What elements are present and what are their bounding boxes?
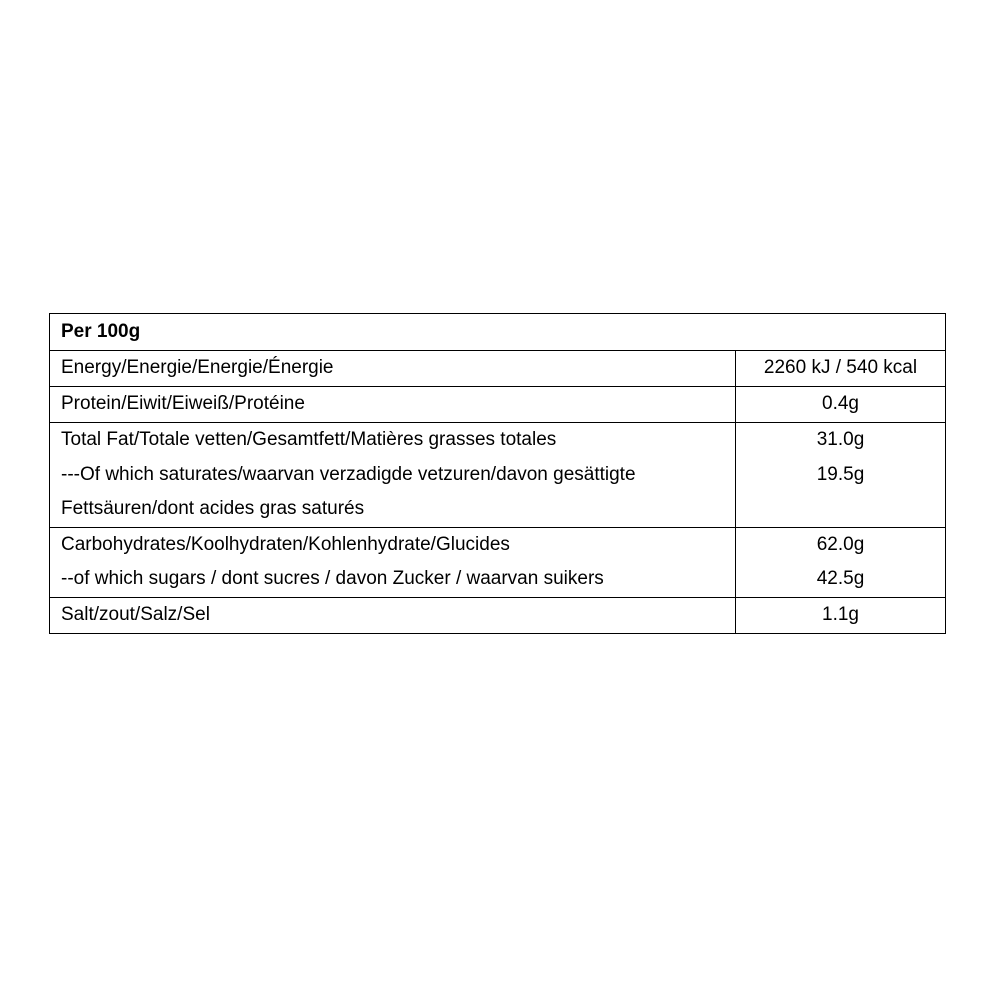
nutrient-value: 31.0g <box>816 429 865 450</box>
nutrient-value-cell <box>736 423 946 528</box>
nutrient-value: 0.4g <box>822 393 859 414</box>
table-header-row <box>50 314 946 351</box>
nutrient-value: 2260 kJ / 540 kcal <box>763 357 918 378</box>
nutrient-name-cell <box>50 597 736 633</box>
nutrient-name-cell <box>50 387 736 423</box>
nutrient-label: Carbohydrates/Koolhydraten/Kohlenhydrate/Glucides <box>61 533 510 555</box>
nutrient-subvalue: 42.5g <box>816 568 865 589</box>
nutrient-subvalue: 19.5g <box>816 463 865 485</box>
table-row-protein <box>50 387 946 423</box>
nutrient-value-cell <box>736 527 946 597</box>
table-header: Per 100g <box>50 314 946 351</box>
nutrient-label: Protein/Eiwit/Eiweiß/Protéine <box>61 393 305 414</box>
table-row-fat <box>50 423 946 528</box>
nutrient-sublabel: ---Of which saturates/waarvan verzadigde vetzuren/davon gesättigte Fettsäuren/dont acides gras saturés <box>61 463 636 519</box>
nutrient-name-cell <box>50 423 736 528</box>
nutrient-value-cell <box>736 597 946 633</box>
nutrient-sublabel: --of which sugars / dont sucres / davon Zucker / waarvan suikers <box>61 568 604 589</box>
nutrient-value-cell <box>736 351 946 387</box>
nutrient-value: 62.0g <box>816 533 865 555</box>
nutrient-label: Salt/zout/Salz/Sel <box>61 603 210 625</box>
nutrition-table <box>49 313 946 634</box>
nutrient-value: 1.1g <box>822 603 859 625</box>
nutrient-name-cell <box>50 527 736 597</box>
nutrient-label: Total Fat/Totale vetten/Gesamtfett/Matières grasses totales <box>61 429 557 450</box>
nutrient-value-cell <box>736 387 946 423</box>
nutrient-name-cell <box>50 351 736 387</box>
table-row-salt <box>50 597 946 633</box>
nutrient-label: Energy/Energie/Energie/Énergie <box>61 357 334 378</box>
table-row-carbohydrates <box>50 527 946 597</box>
table-row-energy <box>50 351 946 387</box>
